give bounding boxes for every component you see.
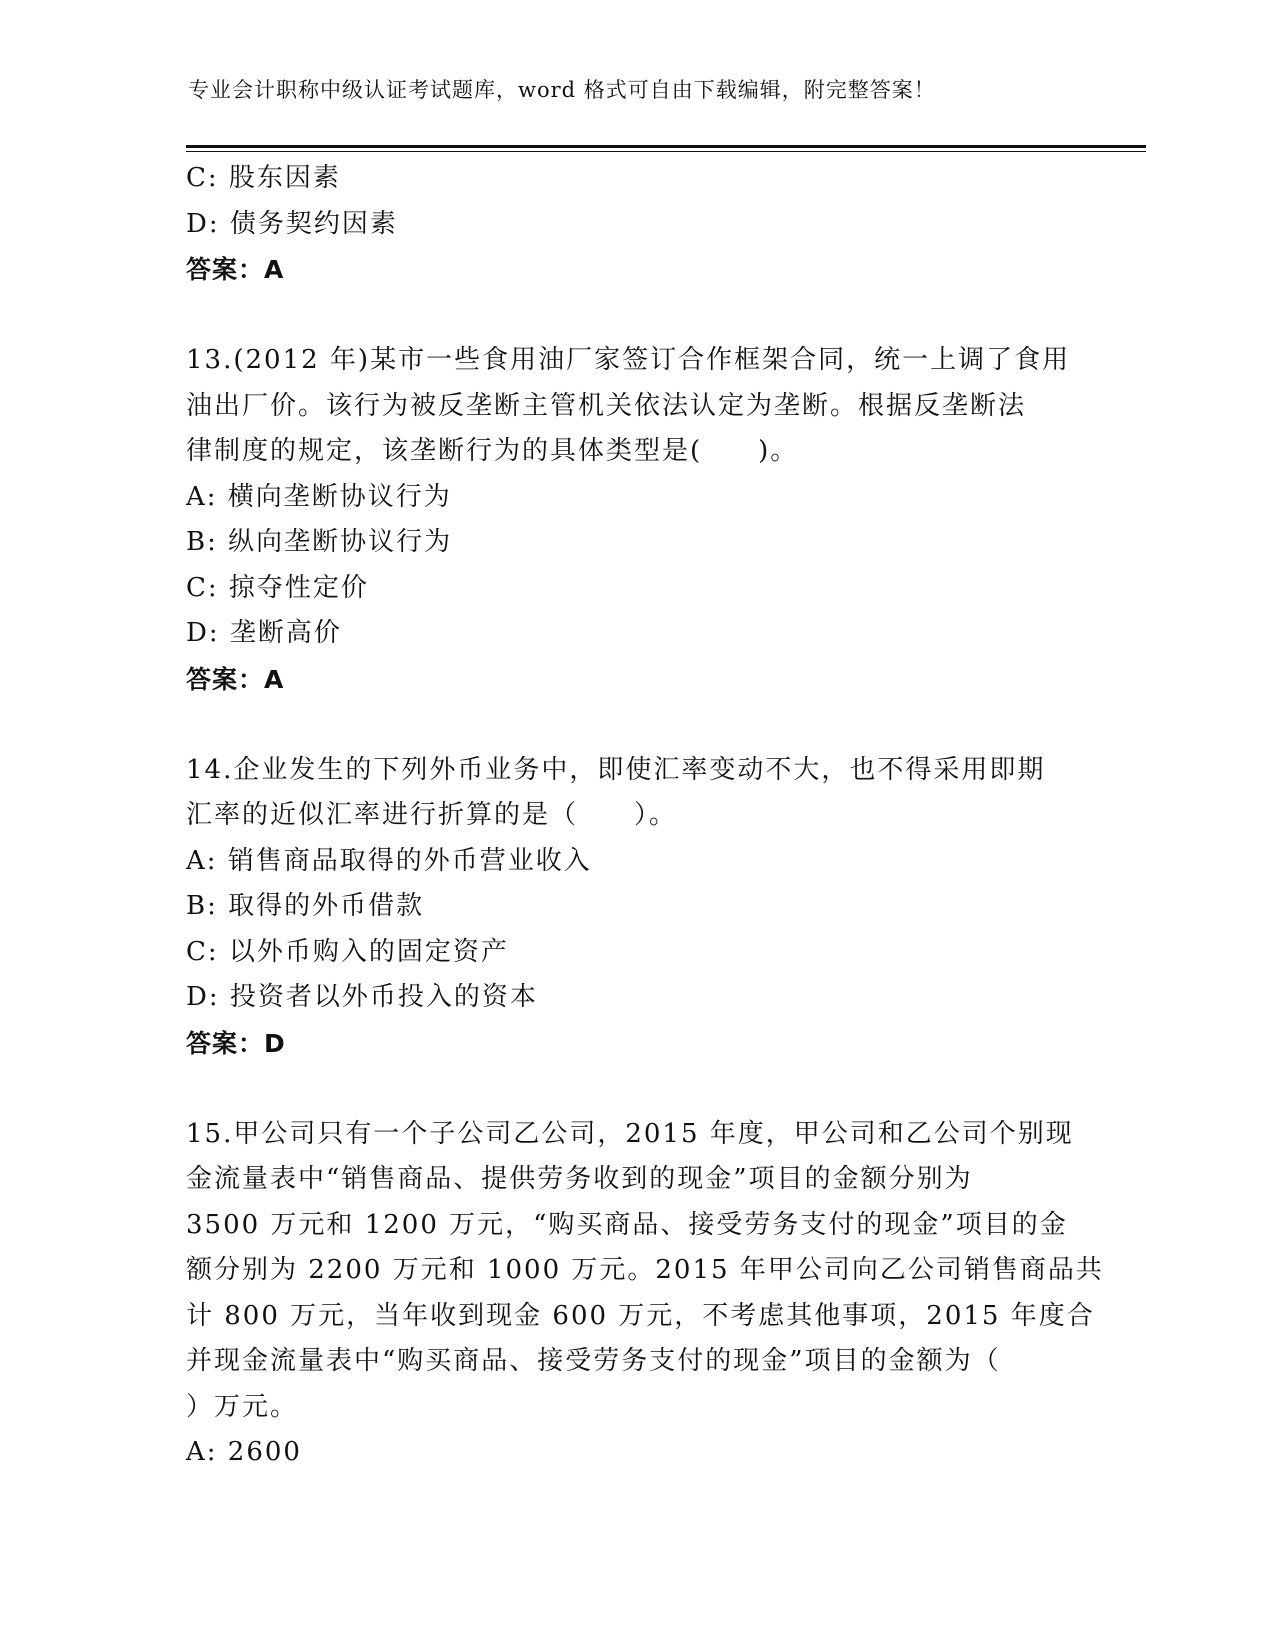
q14-stem-line: 14.企业发生的下列外币业务中，即使汇率变动不大，也不得采用即期 (186, 754, 1046, 785)
q13-option-b: B: 纵向垄断协议行为 (186, 527, 453, 557)
q15-stem-line: 计 800 万元，当年收到现金 600 万元，不考虑其他事项，2015 年度合 (186, 1300, 1095, 1331)
spacer (186, 702, 1086, 748)
header-rule-thin (186, 151, 1146, 152)
header-rule-thick (186, 145, 1146, 148)
q14-option-b: B: 取得的外币借款 (186, 891, 425, 921)
q15-stem-line: ）万元。 (186, 1391, 299, 1422)
q14-option-c: C: 以外币购入的固定资产 (186, 936, 509, 967)
spacer (186, 1066, 1086, 1112)
question-13 (186, 338, 1086, 702)
q14-option-d: D: 投资者以外币投入的资本 (186, 982, 538, 1012)
q13-stem-line: 油出厂价。该行为被反垄断主管机关依法认定为垄断。根据反垄断法 (186, 390, 1027, 421)
q15-stem-line: 金流量表中“销售商品、提供劳务收到的现金”项目的金额分别为 (186, 1164, 973, 1194)
document-body (186, 156, 1104, 1476)
q15-option-a: A: 2600 (186, 1437, 302, 1467)
q14-answer: 答案：D (186, 1028, 286, 1058)
q13-stem-line: 13.(2012 年)某市一些食用油厂家签订合作框架合同，统一上调了食用 (186, 345, 1071, 375)
page-header: 专业会计职称中级认证考试题库，word 格式可自由下载编辑，附完整答案！ (188, 78, 936, 102)
q13-answer: 答案：A (186, 664, 285, 694)
q13-option-c: C: 掠夺性定价 (186, 572, 369, 603)
q14-stem-line: 汇率的近似汇率进行折算的是（ ）。 (186, 800, 678, 830)
q13-stem-line: 律制度的规定，该垄断行为的具体类型是( )。 (186, 436, 799, 466)
q13-option-a: A: 横向垄断协议行为 (186, 481, 452, 512)
q12-answer: 答案：A (186, 255, 285, 284)
spacer (186, 293, 1086, 339)
question-14 (186, 748, 1086, 1067)
q14-option-a: A: 销售商品取得的外币营业收入 (186, 845, 592, 876)
q13-option-d: D: 垄断高价 (186, 618, 342, 648)
q15-stem-line: 并现金流量表中“购买商品、接受劳务支付的现金”项目的金额为（ (186, 1346, 1001, 1376)
question-15 (186, 1112, 1104, 1476)
q15-stem-line: 3500 万元和 1200 万元，“购买商品、接受劳务支付的现金”项目的金 (186, 1209, 1068, 1240)
q15-stem-line: 额分别为 2200 万元和 1000 万元。2015 年甲公司向乙公司销售商品共 (186, 1255, 1104, 1285)
q15-stem-line: 15.甲公司只有一个子公司乙公司，2015 年度，甲公司和乙公司个别现 (186, 1118, 1074, 1149)
q12-option-d: D: 债务契约因素 (186, 208, 398, 239)
q12-option-c: C: 股东因素 (186, 163, 341, 193)
